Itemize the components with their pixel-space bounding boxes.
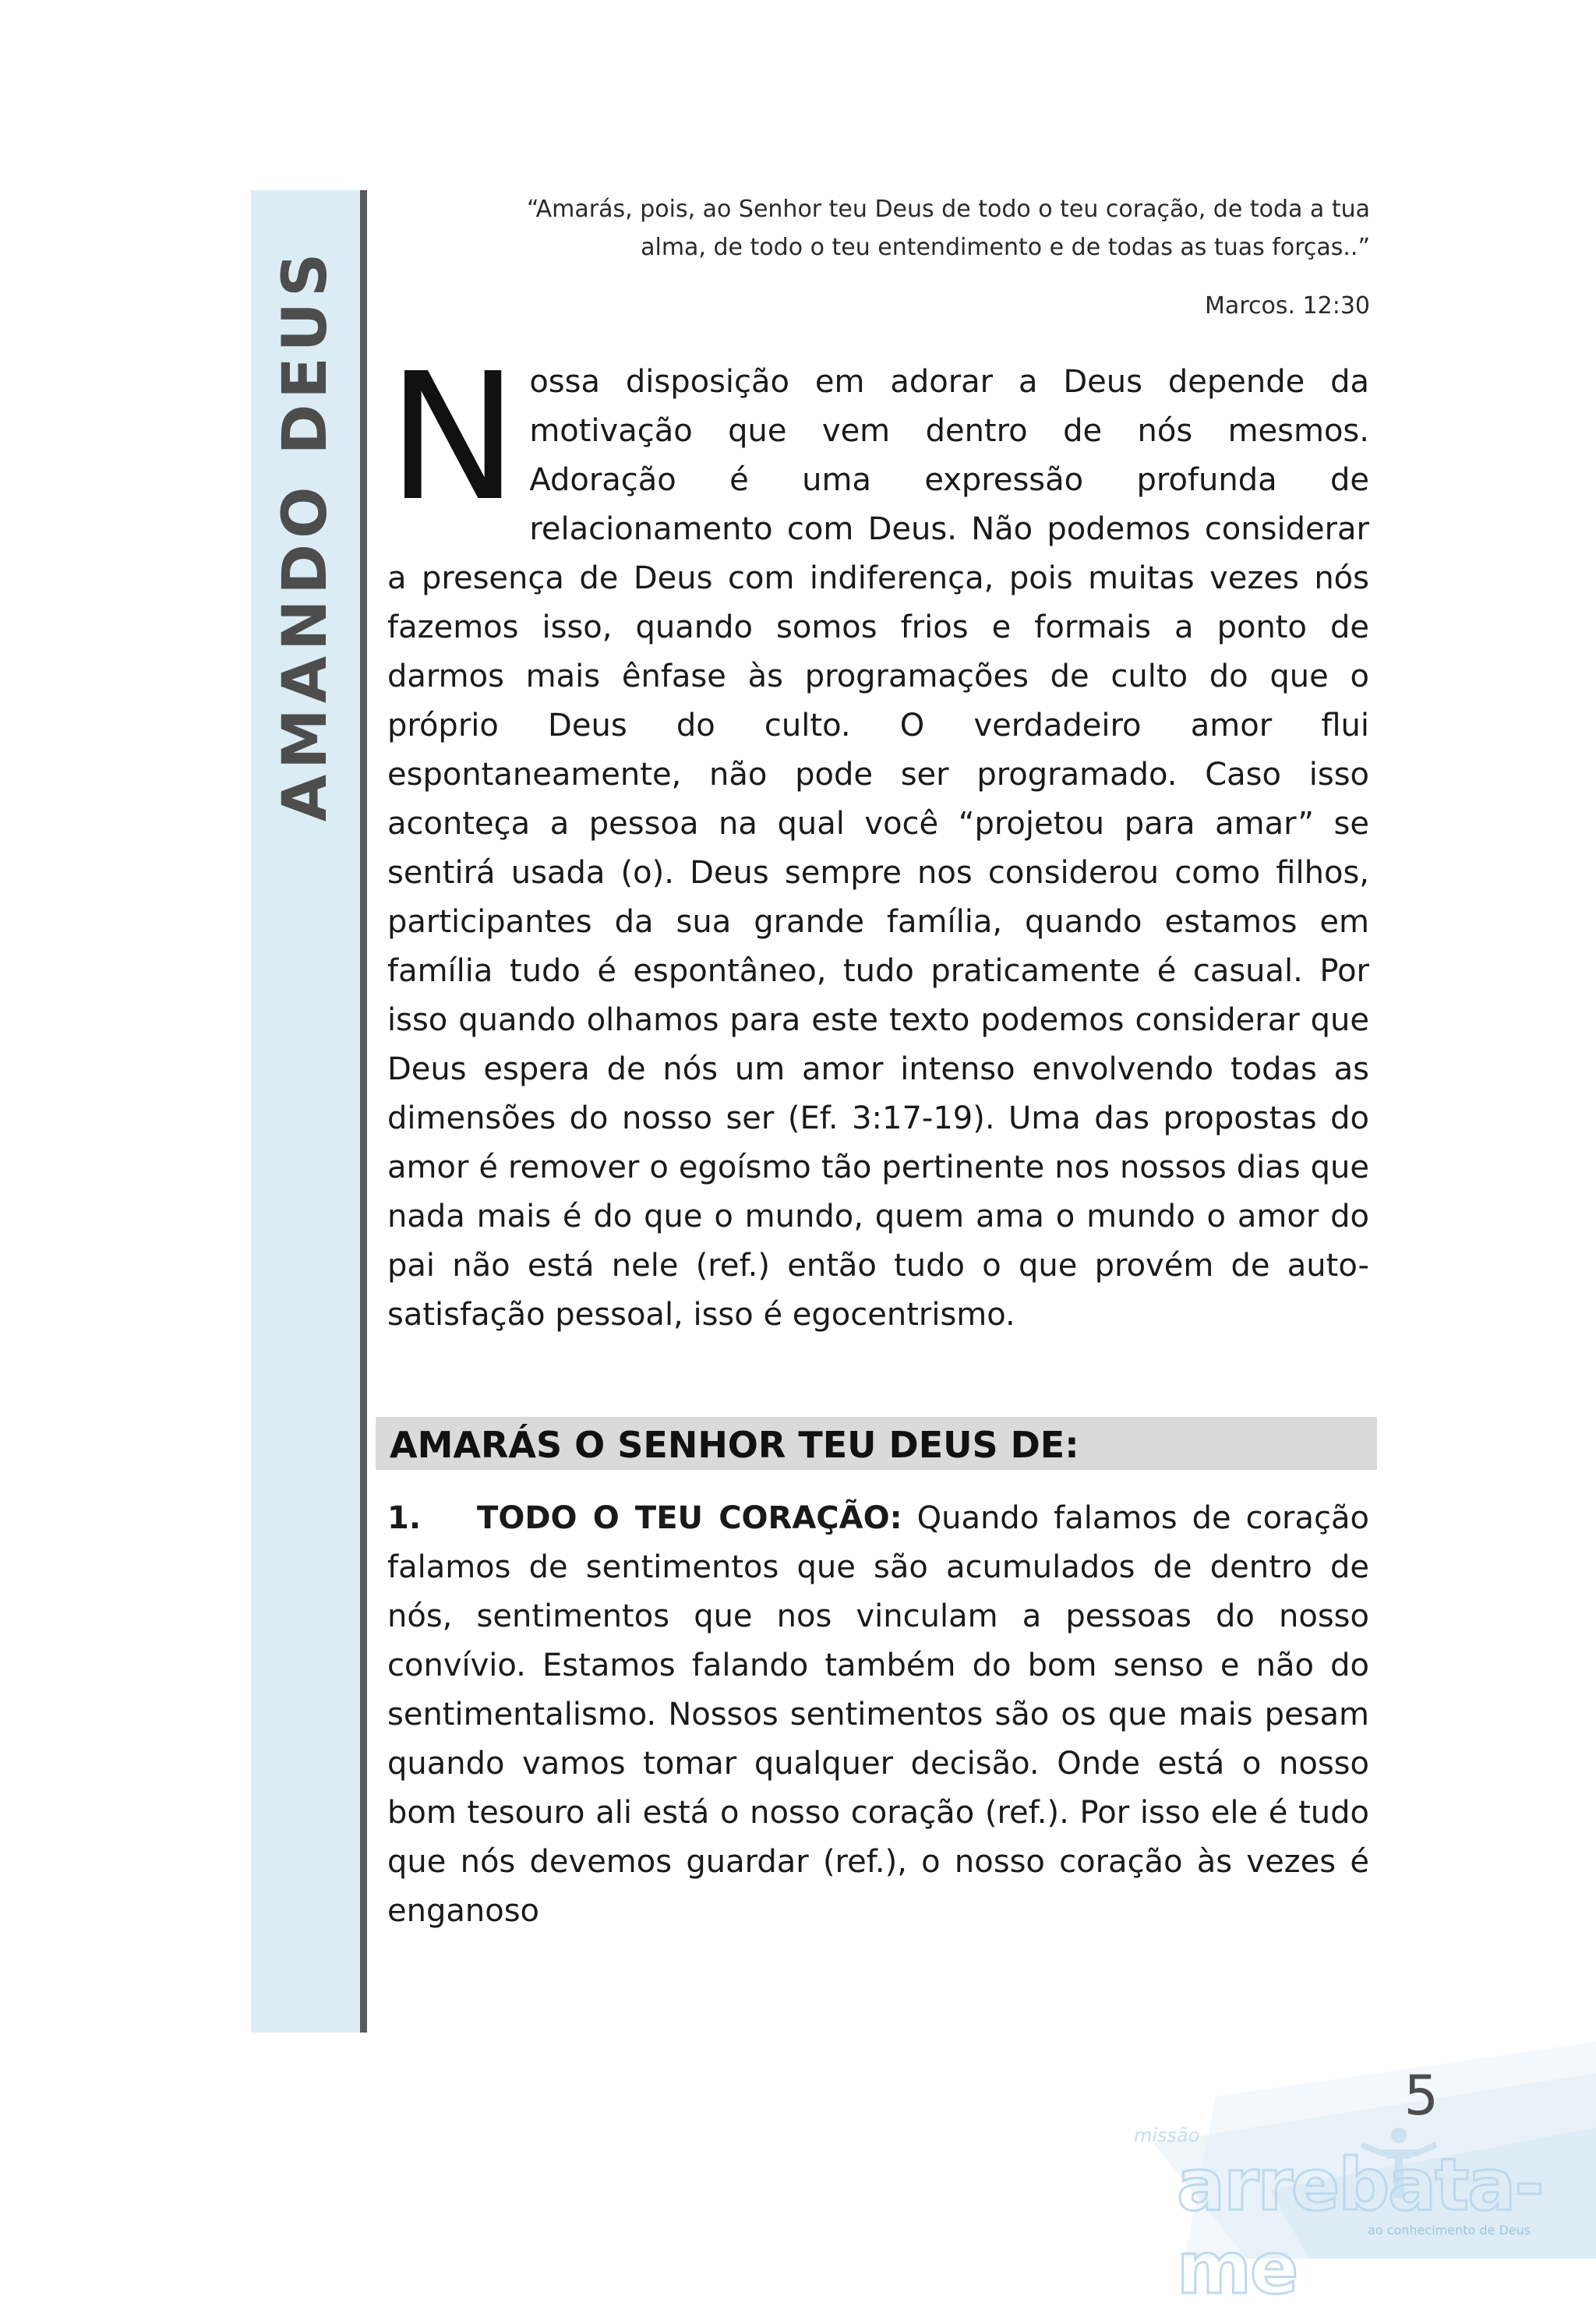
epigraph-quote [390,190,1370,267]
item-1-paragraph [387,1494,1369,1936]
epigraph-reference: Marcos. 12:30 [1205,292,1370,320]
logo-tagline-top: missão [1134,2125,1200,2146]
item-1-text: Quando falamos de coração falamos de sentimentos que são acumulados de dentro de nós, sentimentos que nos vinculam a pessoas do nosso convívio. Estamos falando também do bom senso e não do sentimentalismo. Nossos sentimentos são os que mais pesam quando vamos tomar qualquer decisão. Onde está o nosso bom tesouro ali está o nosso coração (ref.). Por isso ele é tudo que nós devemos guardar (ref.), o nosso coração às vezes é enganoso [387,1500,1369,1929]
epigraph-line-2: alma, de todo o teu entendimento e de todas as tuas forças..” [641,234,1370,261]
sidebar-title: AMANDO DEUS [270,247,341,822]
section-heading: AMARÁS O SENHOR TEU DEUS DE: [390,1424,1079,1466]
intro-paragraph [387,336,1369,1340]
item-1-number: 1. [387,1500,422,1536]
page-number: 5 [1404,2064,1439,2128]
sidebar-rule [360,190,367,2033]
drop-cap: N [387,336,519,540]
logo-subtitle: ao conhecimento de Deus [1368,2223,1531,2238]
epigraph-line-1: “Amarás, pois, ao Senhor teu Deus de todo o teu coração, de toda a tua [526,196,1370,223]
item-1-lead: TODO O TEU CORAÇÃO: [477,1500,902,1536]
intro-text: ossa disposição em adorar a Deus depende da motivação que vem dentro de nós mesmos. Adoração é uma expressão profunda de relacionamento com Deus. Não podemos considerar a presença de Deus com indiferença, pois muitas vezes nós fazemos isso, quando somos frios e formais a ponto de darmos mais ênfase às programações de culto do que o próprio Deus do culto. O verdadeiro amor flui espontaneamente, não pode ser programado. Caso isso aconteça a pessoa na qual você “projetou para amar” se sentirá usada (o). Deus sempre nos considerou como filhos, participantes da sua grande família, quando estamos em família tudo é espontâneo, tudo praticamente é casual. Por isso quando olhamos para este texto podemos considerar que Deus espera de nós um amor intenso envolvendo todas as dimensões do nosso ser (Ef. 3:17-19). Uma das propostas do amor é remover o egoísmo tão pertinente nos nossos dias que nada mais é do que o mundo, quem ama o mundo o amor do pai não está nele (ref.) então tudo o que provém de auto-satisfação pessoal, isso é egocentrismo. [387,364,1369,1333]
logo-wordmark: arrebata-me [1177,2143,1543,2310]
